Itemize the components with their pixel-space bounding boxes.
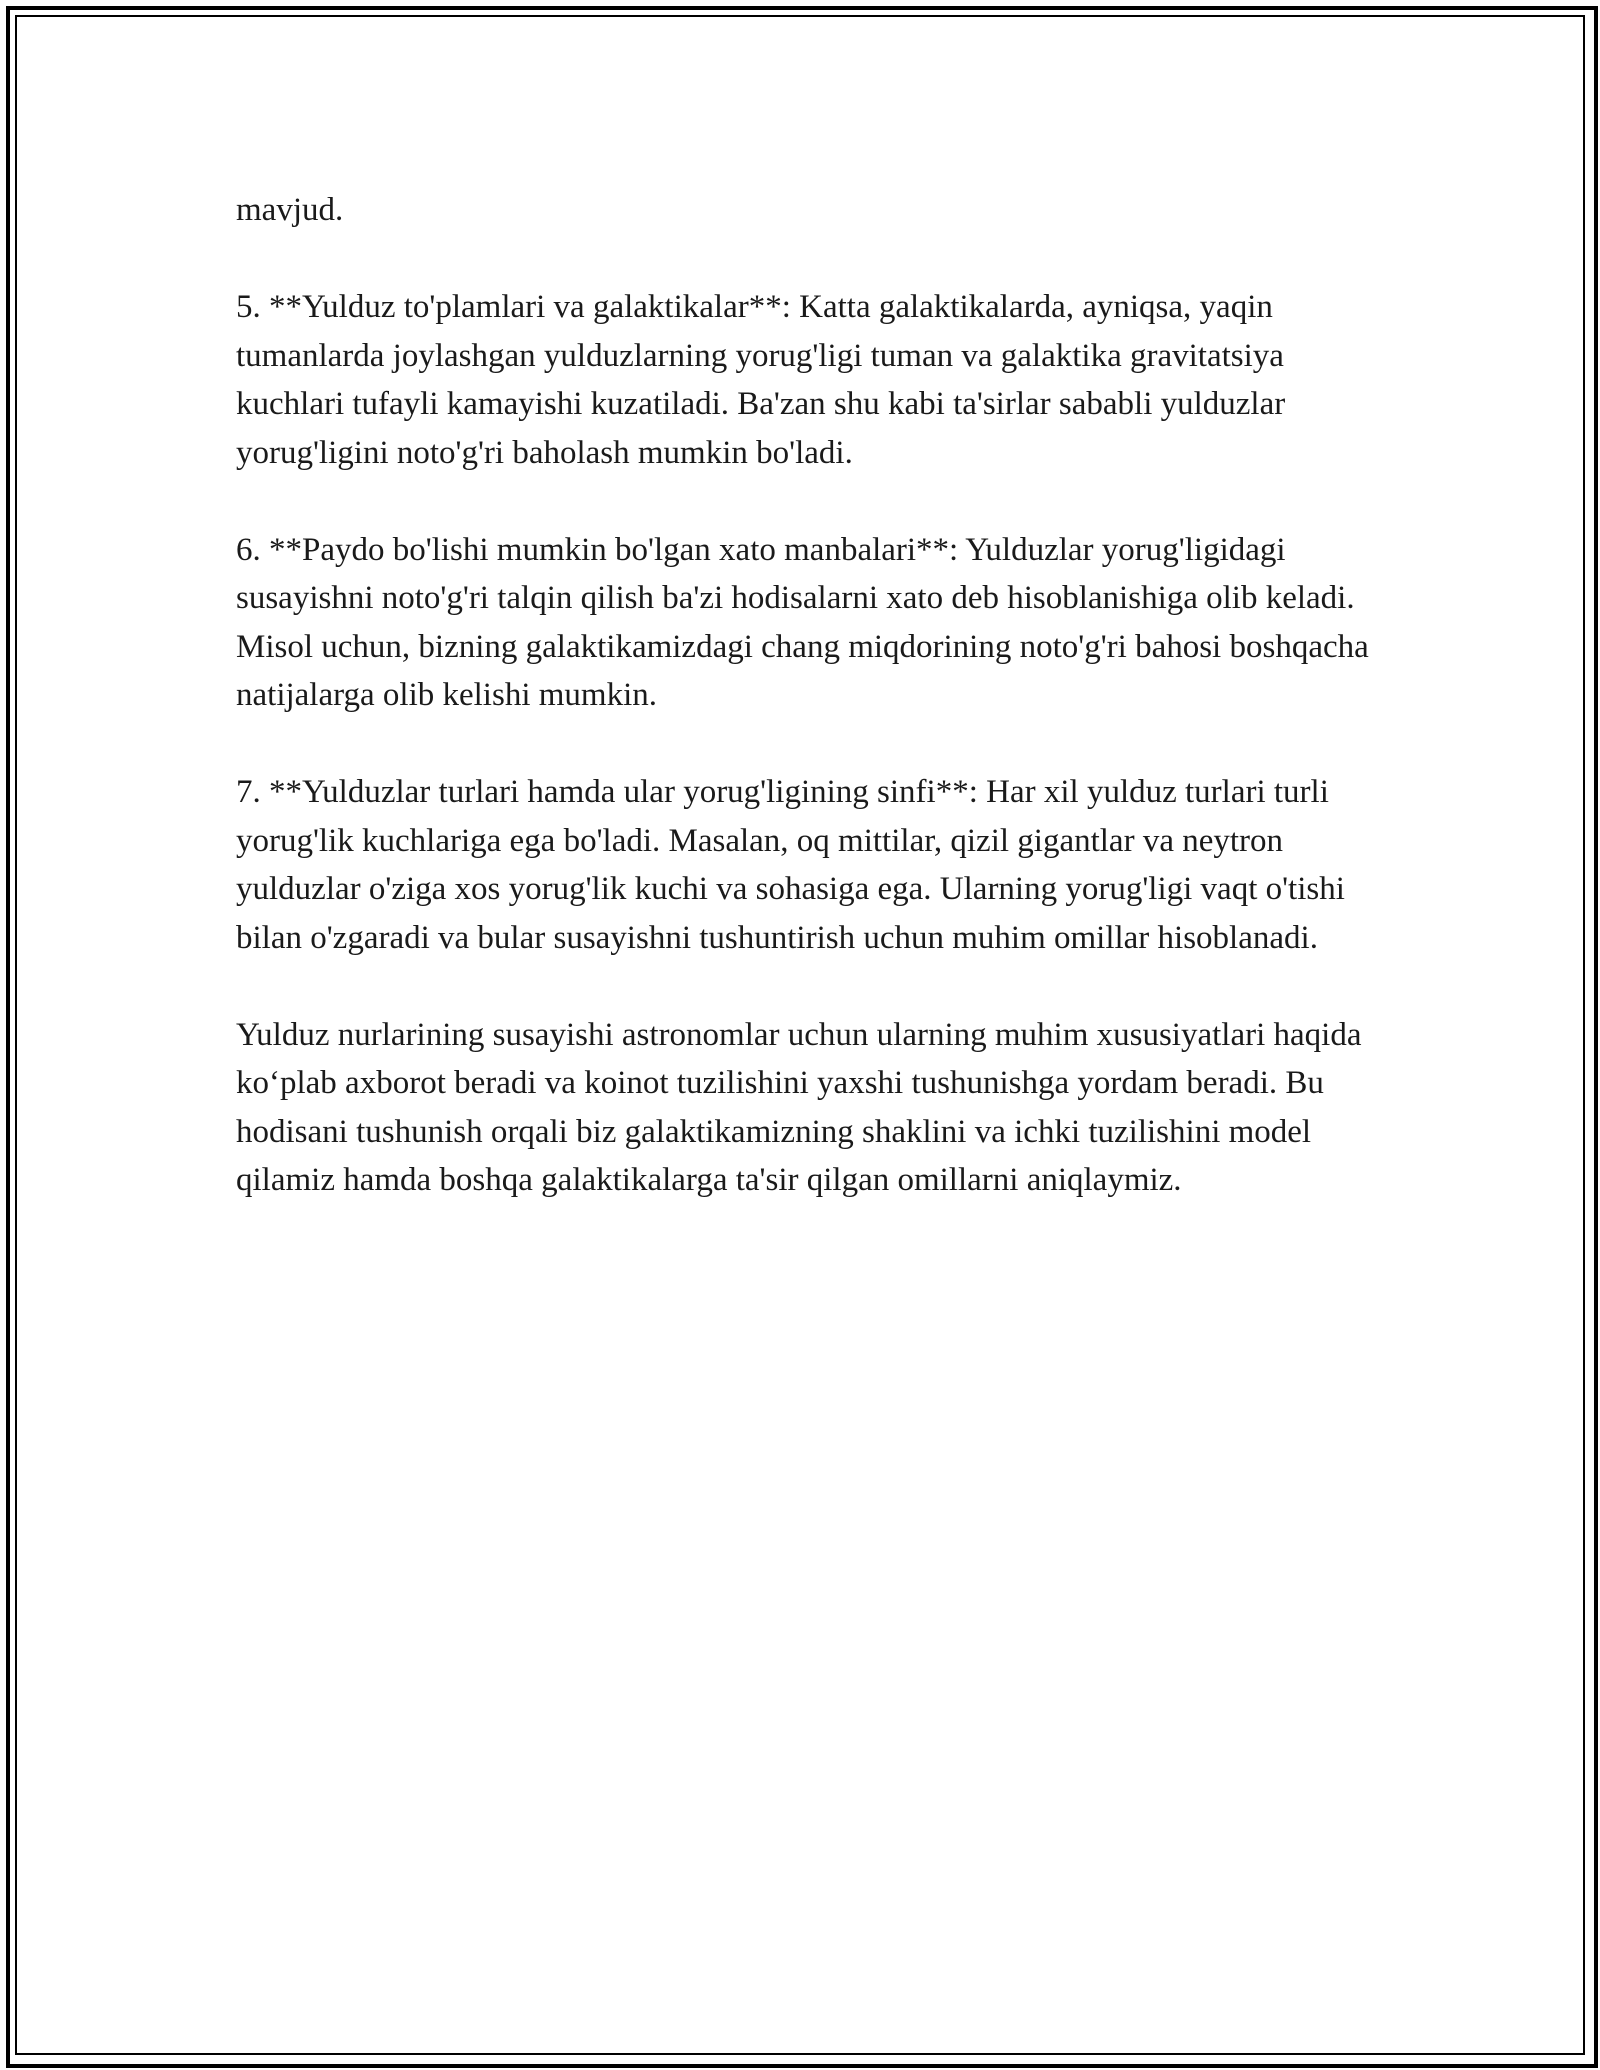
paragraph-item-7: 7. **Yulduzlar turlari hamda ular yorug'ligining sinfi**: Har xil yulduz turlari turli yorug'lik kuchlariga ega bo'ladi. Masalan, oq mittilar, qizil gigantlar va neytron yulduzlar o'ziga xos yorug'lik kuchi va sohasiga ega. Ularning yorug'ligi vaqt o'tishi bilan o'zgaradi va bular susayishni tushuntirish uchun muhim omillar hisoblanadi. [236,774,1345,956]
paragraph-item-6: 6. **Paydo bo'lishi mumkin bo'lgan xato manbalari**: Yulduzlar yorug'ligidagi susayishni noto'g'ri talqin qilish ba'zi hodisalarni xato deb hisoblanishiga olib keladi. Misol uchun, bizning galaktikamizdagi chang miqdorining noto'g'ri bahosi boshqacha natijalarga olib kelishi mumkin. [236,531,1369,713]
paragraph-continuation: mavjud. [236,192,344,228]
paragraph-item-5: 5. **Yulduz to'plamlari va galaktikalar**: Katta galaktikalarda, ayniqsa, yaqin tumanlarda joylashgan yulduzlarning yorug'ligi tuman va galaktika gravitatsiya kuchlari tufayli kamayishi kuzatiladi. Ba'zan shu kabi ta'sirlar sababli yulduzlar yorug'ligini noto'g'ri baholash mumkin bo'ladi. [236,289,1286,471]
document-body [236,186,1376,1253]
paragraph-conclusion: Yulduz nurlarining susayishi astronomlar uchun ularning muhim xususiyatlari haqida ko‘plab axborot beradi va koinot tuzilishini yaxshi tushunishga yordam beradi. Bu hodisani tushunish orqali biz galaktikamizning shaklini va ichki tuzilishini model qilamiz hamda boshqa galaktikalarga ta'sir qilgan omillarni aniqlaymiz. [236,1016,1362,1198]
